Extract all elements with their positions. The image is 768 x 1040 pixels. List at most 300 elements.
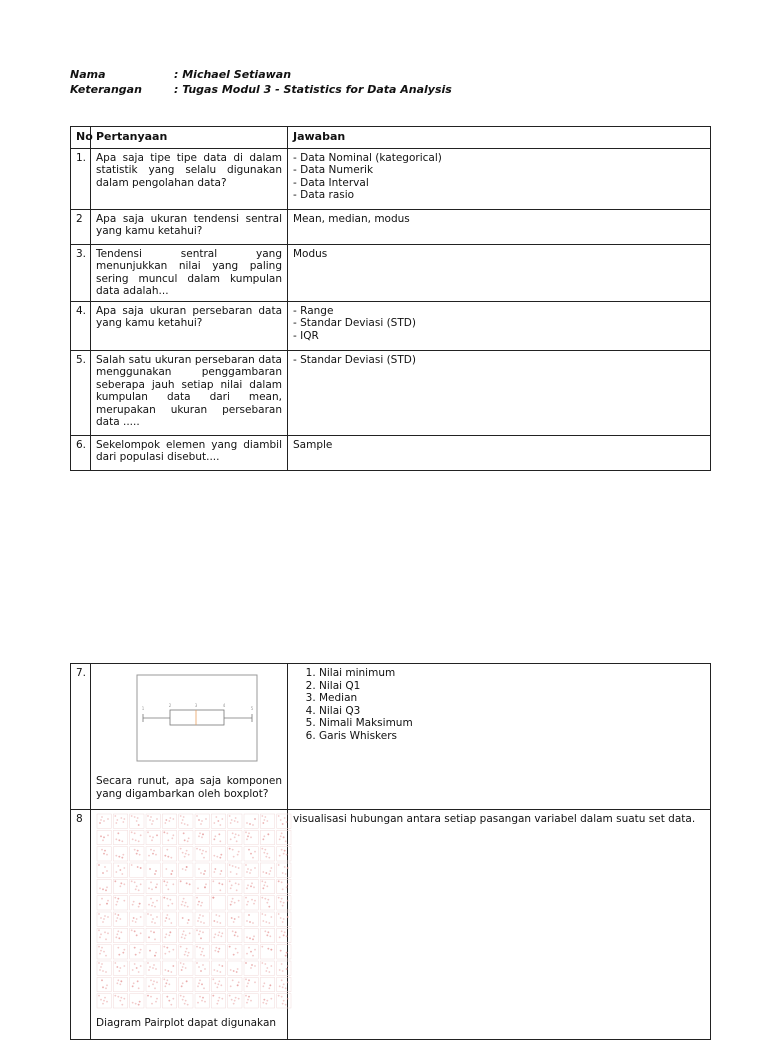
pairplot-point (235, 866, 237, 868)
pairplot-cell (211, 830, 225, 844)
pairplot-point (198, 982, 200, 984)
pairplot-point (203, 987, 205, 989)
pairplot-point (198, 966, 200, 968)
pairplot-point (182, 852, 184, 854)
pairplot-point (156, 981, 158, 983)
pairplot-point (278, 897, 280, 899)
question-cell: Apa saja ukuran tendensi sentral yang kamu ketahui? (91, 209, 288, 244)
pairplot-point (196, 929, 198, 931)
pairplot-point (118, 937, 120, 939)
pairplot-point (151, 905, 153, 907)
pairplot-point (287, 916, 289, 918)
pairplot-point (214, 933, 216, 935)
pairplot-point (215, 947, 217, 949)
pairplot-cell (146, 928, 160, 942)
pairplot-point (168, 918, 170, 920)
row-number: 2 (71, 209, 91, 244)
pairplot-point (101, 963, 103, 965)
pairplot-point (180, 995, 182, 997)
pairplot-point (200, 954, 202, 956)
pairplot-point (281, 979, 283, 981)
pairplot-point (102, 888, 104, 890)
pairplot-point (251, 899, 253, 901)
pairplot-point (219, 824, 221, 826)
pairplot-point (149, 819, 151, 821)
pairplot-point (216, 921, 218, 923)
answer-line: - Data Numerik (293, 164, 374, 176)
pairplot-point (264, 816, 266, 818)
pairplot-point (101, 947, 103, 949)
pairplot-point (153, 850, 155, 852)
pairplot-point (232, 898, 234, 900)
pairplot-point (131, 929, 133, 931)
pairplot-point (221, 932, 223, 934)
pairplot-point (238, 834, 240, 836)
pairplot-point (250, 1000, 252, 1002)
pairplot-point (182, 868, 184, 870)
pairplot-point (98, 913, 100, 915)
answer-cell (288, 148, 711, 209)
pairplot-point (136, 820, 138, 822)
pairplot-point (102, 970, 104, 972)
pairplot-point (285, 987, 287, 989)
pairplot-point (281, 996, 283, 998)
pairplot-point (138, 906, 140, 908)
pairplot-point (235, 882, 237, 884)
pairplot-point (202, 948, 204, 950)
pairplot-point (115, 871, 117, 873)
answer-line: - Standar Deviasi (STD) (293, 353, 416, 366)
pairplot-point (200, 937, 202, 939)
table-row (71, 350, 711, 435)
answer-cell (288, 244, 711, 301)
pairplot-point (140, 867, 142, 869)
pairplot-point (216, 986, 218, 988)
pairplot-point (286, 854, 288, 856)
pairplot-point (230, 871, 232, 873)
pairplot-point (199, 832, 201, 834)
pairplot-point (171, 870, 173, 872)
pairplot-point (140, 949, 142, 951)
pairplot-point (201, 853, 203, 855)
pairplot-point (182, 966, 184, 968)
pairplot-point (238, 900, 240, 902)
pairplot-point (166, 979, 168, 981)
pairplot-point (232, 832, 234, 834)
pairplot-point (213, 969, 215, 971)
pairplot-point (198, 901, 200, 903)
pairplot-point (262, 838, 264, 840)
pairplot-point (180, 946, 182, 948)
pairplot-point (248, 947, 250, 949)
pairplot-point (132, 920, 134, 922)
pairplot-point (122, 854, 124, 856)
pairplot-point (149, 835, 151, 837)
pairplot-point (166, 898, 168, 900)
pairplot-point (283, 853, 285, 855)
pairplot-point (156, 883, 158, 885)
answer-line: - IQR (293, 329, 319, 342)
pairplot-point (230, 822, 232, 824)
pairplot-point (216, 856, 218, 858)
pairplot-point (287, 900, 289, 902)
pairplot-point (135, 888, 137, 890)
pairplot-cell (211, 912, 225, 926)
pairplot-point (118, 970, 120, 972)
pairplot-point (114, 815, 116, 817)
pairplot-point (118, 839, 120, 841)
pairplot-point (219, 857, 221, 859)
pairplot-point (248, 996, 250, 998)
pairplot-point (281, 849, 283, 851)
pairplot-point (188, 837, 190, 839)
pairplot-point (252, 922, 254, 924)
pairplot-point (237, 984, 239, 986)
pairplot-point (148, 855, 150, 857)
pairplot-point (147, 913, 149, 915)
pairplot-point (268, 987, 270, 989)
pairplot-point (98, 929, 100, 931)
pairplot-point (116, 966, 118, 968)
pairplot-point (248, 914, 250, 916)
pairplot-point (199, 930, 201, 932)
pairplot-point (134, 832, 136, 834)
pairplot-point (217, 1000, 219, 1002)
pairplot-point (136, 885, 138, 887)
pairplot-point (119, 983, 121, 985)
pairplot-point (99, 953, 101, 955)
pairplot-point (266, 902, 268, 904)
question-text: Diagram Pairplot dapat digunakan (96, 1017, 277, 1029)
pairplot-point (101, 816, 103, 818)
pairplot-point (101, 849, 103, 851)
pairplot-point (184, 839, 186, 841)
pairplot-point (117, 979, 119, 981)
answer-line: - Standar Deviasi (STD) (293, 317, 416, 329)
pairplot-point (230, 838, 232, 840)
pairplot-point (216, 970, 218, 972)
svg-text:4: 4 (222, 703, 226, 708)
pairplot-point (168, 1000, 170, 1002)
pairplot-point (151, 921, 153, 923)
nama-label: Nama (70, 68, 106, 81)
pairplot-cell (162, 961, 176, 975)
pairplot-point (187, 1004, 189, 1006)
pairplot-point (103, 820, 105, 822)
pairplot-cell (211, 847, 225, 861)
pairplot-point (185, 902, 187, 904)
pairplot-point (202, 997, 204, 999)
pairplot-point (246, 1002, 248, 1004)
pairplot-point (250, 885, 252, 887)
pairplot-point (281, 881, 283, 883)
pairplot-point (118, 856, 120, 858)
pairplot-point (152, 902, 154, 904)
pairplot-point (214, 982, 216, 984)
pairplot-point (204, 870, 206, 872)
pairplot-point (116, 982, 118, 984)
pairplot-cell (179, 830, 193, 844)
pairplot-point (117, 914, 119, 916)
pairplot-image (96, 813, 292, 1009)
pairplot-point (235, 817, 237, 819)
pairplot-point (156, 818, 158, 820)
pairplot-point (261, 913, 263, 915)
pairplot-point (246, 838, 248, 840)
pairplot-point (150, 914, 152, 916)
pairplot-point (253, 903, 255, 905)
pairplot-point (116, 917, 118, 919)
pairplot-point (166, 881, 168, 883)
pairplot-point (283, 983, 285, 985)
pairplot-point (245, 995, 247, 997)
pairplot-point (154, 922, 156, 924)
pairplot-point (117, 996, 119, 998)
pairplot-point (116, 819, 118, 821)
pairplot-point (196, 815, 198, 817)
pairplot-point (219, 873, 221, 875)
pairplot-point (198, 835, 200, 837)
pairplot-point (246, 871, 248, 873)
pairplot-point (200, 905, 202, 907)
pairplot-point (167, 888, 169, 890)
pairplot-point (267, 899, 269, 901)
pairplot-point (217, 820, 219, 822)
pairplot-point (165, 982, 167, 984)
pairplot-point (196, 897, 198, 899)
pairplot-point (155, 968, 157, 970)
pairplot-point (132, 1002, 134, 1004)
pairplot-point (286, 935, 288, 937)
pairplot-point (201, 820, 203, 822)
pairplot-point (218, 931, 220, 933)
pairplot-point (253, 935, 255, 937)
pairplot-point (120, 980, 122, 982)
pairplot-point (100, 933, 102, 935)
pairplot-point (169, 899, 171, 901)
pairplot-point (261, 848, 263, 850)
pairplot-point (249, 823, 251, 825)
qa-table (70, 126, 711, 471)
pairplot-point (188, 919, 190, 921)
pairplot-point (267, 833, 269, 835)
pairplot-point (218, 948, 220, 950)
pairplot-point (186, 882, 188, 884)
pairplot-point (247, 884, 249, 886)
question-cell (91, 664, 288, 810)
pairplot-point (282, 872, 284, 874)
pairplot-point (134, 947, 136, 949)
pairplot-point (203, 955, 205, 957)
pairplot-point (187, 922, 189, 924)
pairplot-point (166, 914, 168, 916)
pairplot-point (214, 868, 216, 870)
pairplot-cell (244, 912, 258, 926)
pairplot-point (182, 901, 184, 903)
pairplot-point (265, 856, 267, 858)
pairplot-point (282, 888, 284, 890)
pairplot-point (233, 954, 235, 956)
pairplot-point (262, 822, 264, 824)
pairplot-point (170, 873, 172, 875)
pairplot-point (149, 950, 151, 952)
pairplot-point (187, 840, 189, 842)
pairplot-point (123, 900, 125, 902)
pairplot-point (234, 902, 236, 904)
pairplot-point (104, 850, 106, 852)
svg-text:2: 2 (168, 703, 172, 708)
pairplot-point (103, 836, 105, 838)
pairplot-point (268, 922, 270, 924)
pairplot-point (217, 951, 219, 953)
pairplot-point (219, 889, 221, 891)
table-row (71, 664, 711, 810)
pairplot-point (254, 900, 256, 902)
answer-cell: visualisasi hubungan antara setiap pasangan variabel dalam suatu set data. (288, 810, 711, 1040)
pairplot-point (151, 839, 153, 841)
answer-line: - Range (293, 304, 334, 317)
pairplot-point (150, 849, 152, 851)
pairplot-point (180, 815, 182, 817)
pairplot-point (261, 962, 263, 964)
pairplot-point (247, 901, 249, 903)
pairplot-point (278, 815, 280, 817)
pairplot-point (201, 836, 203, 838)
pairplot-point (104, 915, 106, 917)
pairplot-point (103, 918, 105, 920)
pairplot-point (123, 818, 125, 820)
pairplot-point (283, 934, 285, 936)
pairplot-point (184, 937, 186, 939)
pairplot-point (266, 885, 268, 887)
pairplot-point (234, 820, 236, 822)
pairplot-point (117, 930, 119, 932)
pairplot-point (187, 955, 189, 957)
pairplot-point (182, 917, 184, 919)
pairplot-point (150, 816, 152, 818)
pairplot-point (138, 840, 140, 842)
pairplot-point (286, 968, 288, 970)
pairplot-cell (97, 896, 111, 910)
pairplot-point (235, 931, 237, 933)
pairplot-point (107, 818, 109, 820)
pairplot-point (120, 997, 122, 999)
pairplot-point (268, 906, 270, 908)
answer-cell (288, 435, 711, 470)
pairplot-point (200, 970, 202, 972)
pairplot-point (106, 903, 108, 905)
pairplot-point (132, 904, 134, 906)
pairplot-point (117, 865, 119, 867)
pairplot-point (154, 906, 156, 908)
pairplot-point (248, 832, 250, 834)
pairplot-point (264, 914, 266, 916)
pairplot-point (248, 979, 250, 981)
pairplot-cell (195, 879, 209, 893)
pairplot-point (132, 985, 134, 987)
pairplot-point (135, 1003, 137, 1005)
pairplot-point (238, 867, 240, 869)
pairplot-point (286, 886, 288, 888)
pairplot-cell (97, 879, 111, 893)
pairplot-point (218, 833, 220, 835)
pairplot-point (252, 938, 254, 940)
pairplot-point (263, 982, 265, 984)
pairplot-point (114, 962, 116, 964)
pairplot-point (140, 932, 142, 934)
pairplot-point (187, 906, 189, 908)
pairplot-point (105, 889, 107, 891)
pairplot-point (282, 921, 284, 923)
table-header-row (71, 127, 711, 149)
pairplot-point (164, 920, 166, 922)
pairplot-cell (113, 847, 127, 861)
pairplot-point (167, 970, 169, 972)
pairplot-point (117, 898, 119, 900)
pairplot-point (121, 1004, 123, 1006)
pairplot-point (270, 867, 272, 869)
pairplot-point (183, 930, 185, 932)
pairplot-point (270, 949, 272, 951)
table-row (71, 244, 711, 301)
pairplot-point (164, 953, 166, 955)
pairplot-point (254, 851, 256, 853)
pairplot-point (172, 965, 174, 967)
pairplot-point (122, 952, 124, 954)
pairplot-point (236, 840, 238, 842)
pairplot-point (287, 981, 289, 983)
pairplot-point (183, 832, 185, 834)
answer-cell (288, 209, 711, 244)
pairplot-point (233, 970, 235, 972)
pairplot-point (156, 998, 158, 1000)
pairplot-point (235, 833, 237, 835)
pairplot-point (151, 823, 153, 825)
pairplot-point (281, 930, 283, 932)
pairplot-point (269, 870, 271, 872)
pairplot-point (230, 969, 232, 971)
pairplot-point (229, 864, 231, 866)
question-cell: Salah satu ukuran persebaran data menggunakan penggambaran seberapa jauh setiap nilai dalam kumpulan data dari mean, merupakan ukuran persebaran data ..... (91, 350, 288, 435)
pairplot-point (167, 856, 169, 858)
pairplot-point (167, 839, 169, 841)
pairplot-point (280, 917, 282, 919)
pairplot-point (253, 886, 255, 888)
pairplot-point (134, 930, 136, 932)
pairplot-cell (146, 945, 160, 959)
document-header (70, 68, 452, 97)
pairplot-point (246, 936, 248, 938)
pairplot-point (170, 922, 172, 924)
pairplot-point (247, 868, 249, 870)
pairplot-point (180, 880, 182, 882)
pairplot-point (150, 996, 152, 998)
pairplot-point (268, 873, 270, 875)
pairplot-point (104, 866, 106, 868)
row-number: 4. (71, 301, 91, 350)
pairplot-point (107, 900, 109, 902)
pairplot-point (263, 819, 265, 821)
pairplot-point (119, 918, 121, 920)
pairplot-point (148, 969, 150, 971)
pairplot-point (230, 887, 232, 889)
pairplot-point (134, 881, 136, 883)
pairplot-point (284, 850, 286, 852)
pairplot-point (229, 995, 231, 997)
pairplot-point (151, 1003, 153, 1005)
pairplot-point (282, 970, 284, 972)
pairplot-point (131, 864, 133, 866)
